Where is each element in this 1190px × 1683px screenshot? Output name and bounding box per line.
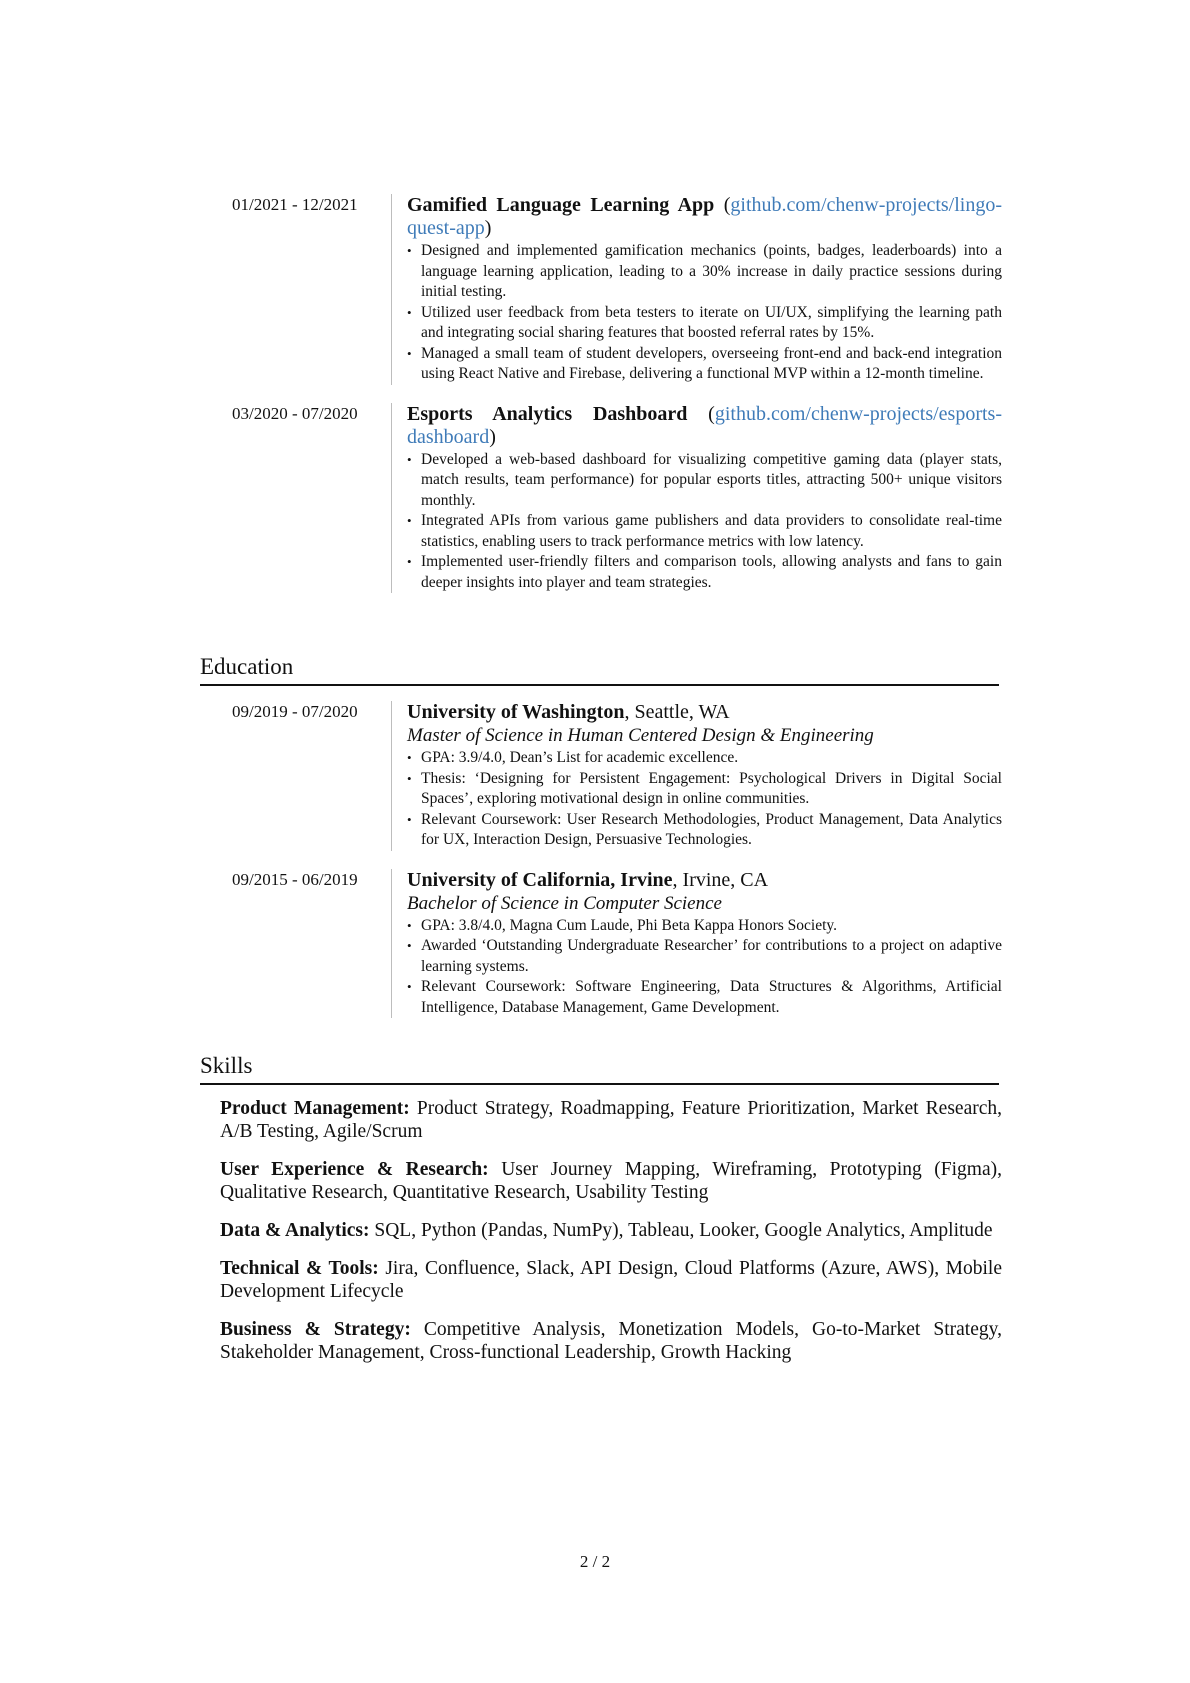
skills-section [220, 1097, 1002, 1364]
project-bullets [407, 241, 1002, 385]
education-bullets [407, 748, 1002, 851]
project-title: Gamified Language Learning App [407, 194, 715, 216]
skill-text: User Journey Mapping, Wireframing, Prototyping (Figma), Qualitative Research, Quantitative Research, Usability Testing [220, 1159, 1002, 1203]
education-section [232, 701, 1002, 1018]
education-entry [232, 701, 1002, 851]
project-bullets [407, 450, 1002, 594]
bullet-item: • Utilized user feedback from beta testers to iterate on UI/UX, simplifying the learning path and integrating social sharing features that boosted referral rates by 15%. [407, 303, 1002, 344]
skill-item [220, 1097, 1002, 1143]
skill-label: User Experience & Research: [220, 1159, 489, 1180]
skill-item [220, 1257, 1002, 1303]
education-bullets [407, 916, 1002, 1019]
project-title: Esports Analytics Dashboard [407, 402, 688, 425]
project-title-line: Gamified Language Learning App (github.com/chenw-projects/lingo-quest-app) [407, 194, 1002, 239]
skill-label: Product Management: [220, 1098, 410, 1119]
bullet-item: • Relevant Coursework: Software Engineering, Data Structures & Algorithms, Artificial Intelligence, Database Management, Game Development. [407, 977, 1002, 1018]
bullet-item: • Designed and implemented gamification mechanics (points, badges, leaderboards) into a language learning application, leading to a 30% increase in daily practice sessions during initial testing. [407, 241, 1002, 303]
project-link[interactable]: github.com/chenw-projects/lingo-quest-app [407, 194, 1002, 239]
degree: Master of Science in Human Centered Design & Engineering [407, 725, 874, 746]
project-title-line: Esports Analytics Dashboard (github.com/chenw-projects/esports-dashboard) [407, 402, 1002, 448]
bullet-item: • Awarded ‘Outstanding Undergraduate Researcher’ for contributions to a project on adaptive learning systems. [407, 936, 1002, 977]
project-date: 03/2020 - 07/2020 [232, 403, 358, 423]
project-link[interactable]: github.com/chenw-projects/esports-dashboard [407, 402, 1002, 448]
skill-item [220, 1219, 1002, 1242]
education-body [407, 869, 1002, 1019]
timeline-divider [391, 869, 392, 1019]
page-number: 2 / 2 [579, 1552, 611, 1571]
project-date: 01/2021 - 12/2021 [232, 195, 358, 214]
degree: Bachelor of Science in Computer Science [407, 892, 722, 914]
timeline-divider [391, 701, 392, 851]
education-date: 09/2015 - 06/2019 [232, 869, 358, 889]
skill-label: Business & Strategy: [220, 1319, 411, 1340]
bullet-item: • Developed a web-based dashboard for visualizing competitive gaming data (player stats, match results, team performance) for popular esports titles, attracting 500+ unique visitors monthly. [407, 450, 1002, 512]
bullet-item: • Integrated APIs from various game publishers and data providers to consolidate real-time statistics, enabling users to track performance metrics with low latency. [407, 511, 1002, 552]
skill-label: Data & Analytics: [220, 1220, 370, 1241]
skill-text: SQL, Python (Pandas, NumPy), Tableau, Looker, Google Analytics, Amplitude [369, 1220, 993, 1241]
skill-text: Competitive Analysis, Monetization Models, Go-to-Market Strategy, Stakeholder Management, Cross-functional Leadership, Growth Hacking [220, 1319, 1002, 1363]
skill-text: Jira, Confluence, Slack, API Design, Cloud Platforms (Azure, AWS), Mobile Development Lifecycle [220, 1258, 1002, 1302]
bullet-item: • Implemented user-friendly filters and comparison tools, allowing analysts and fans to gain deeper insights into player and team strategies. [407, 552, 1002, 593]
skills-heading: Skills [200, 1052, 999, 1085]
education-entry [232, 869, 1002, 1019]
bullet-item: • Thesis: ‘Designing for Persistent Engagement: Psychological Drivers in Digital Social Spaces’, exploring motivational design in online communities. [407, 769, 1002, 810]
bullet-item: • GPA: 3.8/4.0, Magna Cum Laude, Phi Beta Kappa Honors Society. [407, 916, 1002, 937]
school-location: , Irvine, CA [672, 868, 769, 891]
timeline-divider [391, 194, 392, 385]
school-line [407, 869, 1002, 892]
school-name: University of Washington [407, 701, 625, 723]
skill-item [220, 1158, 1002, 1204]
projects-section [232, 194, 1002, 593]
bullet-item: • Managed a small team of student developers, overseeing front-end and back-end integration using React Native and Firebase, delivering a functional MVP within a 12-month timeline. [407, 344, 1002, 385]
education-heading: Education [200, 653, 999, 686]
timeline-divider [391, 403, 392, 594]
project-body [407, 403, 1002, 594]
project-entry [232, 403, 1002, 594]
education-body [407, 701, 1002, 851]
project-entry [232, 194, 1002, 385]
school-line [407, 701, 1002, 724]
skill-item [220, 1318, 1002, 1364]
project-body [407, 194, 1002, 385]
school-name: University of California, Irvine [407, 868, 673, 891]
skill-label: Technical & Tools: [220, 1258, 379, 1279]
bullet-item: • GPA: 3.9/4.0, Dean’s List for academic excellence. [407, 748, 1002, 769]
bullet-item: • Relevant Coursework: User Research Methodologies, Product Management, Data Analytics for UX, Interaction Design, Persuasive Technologies. [407, 810, 1002, 851]
skill-text: Product Strategy, Roadmapping, Feature Prioritization, Market Research, A/B Testing, Agile/Scrum [220, 1098, 1002, 1142]
school-location: , Seattle, WA [624, 701, 730, 723]
education-date: 09/2019 - 07/2020 [232, 702, 358, 721]
